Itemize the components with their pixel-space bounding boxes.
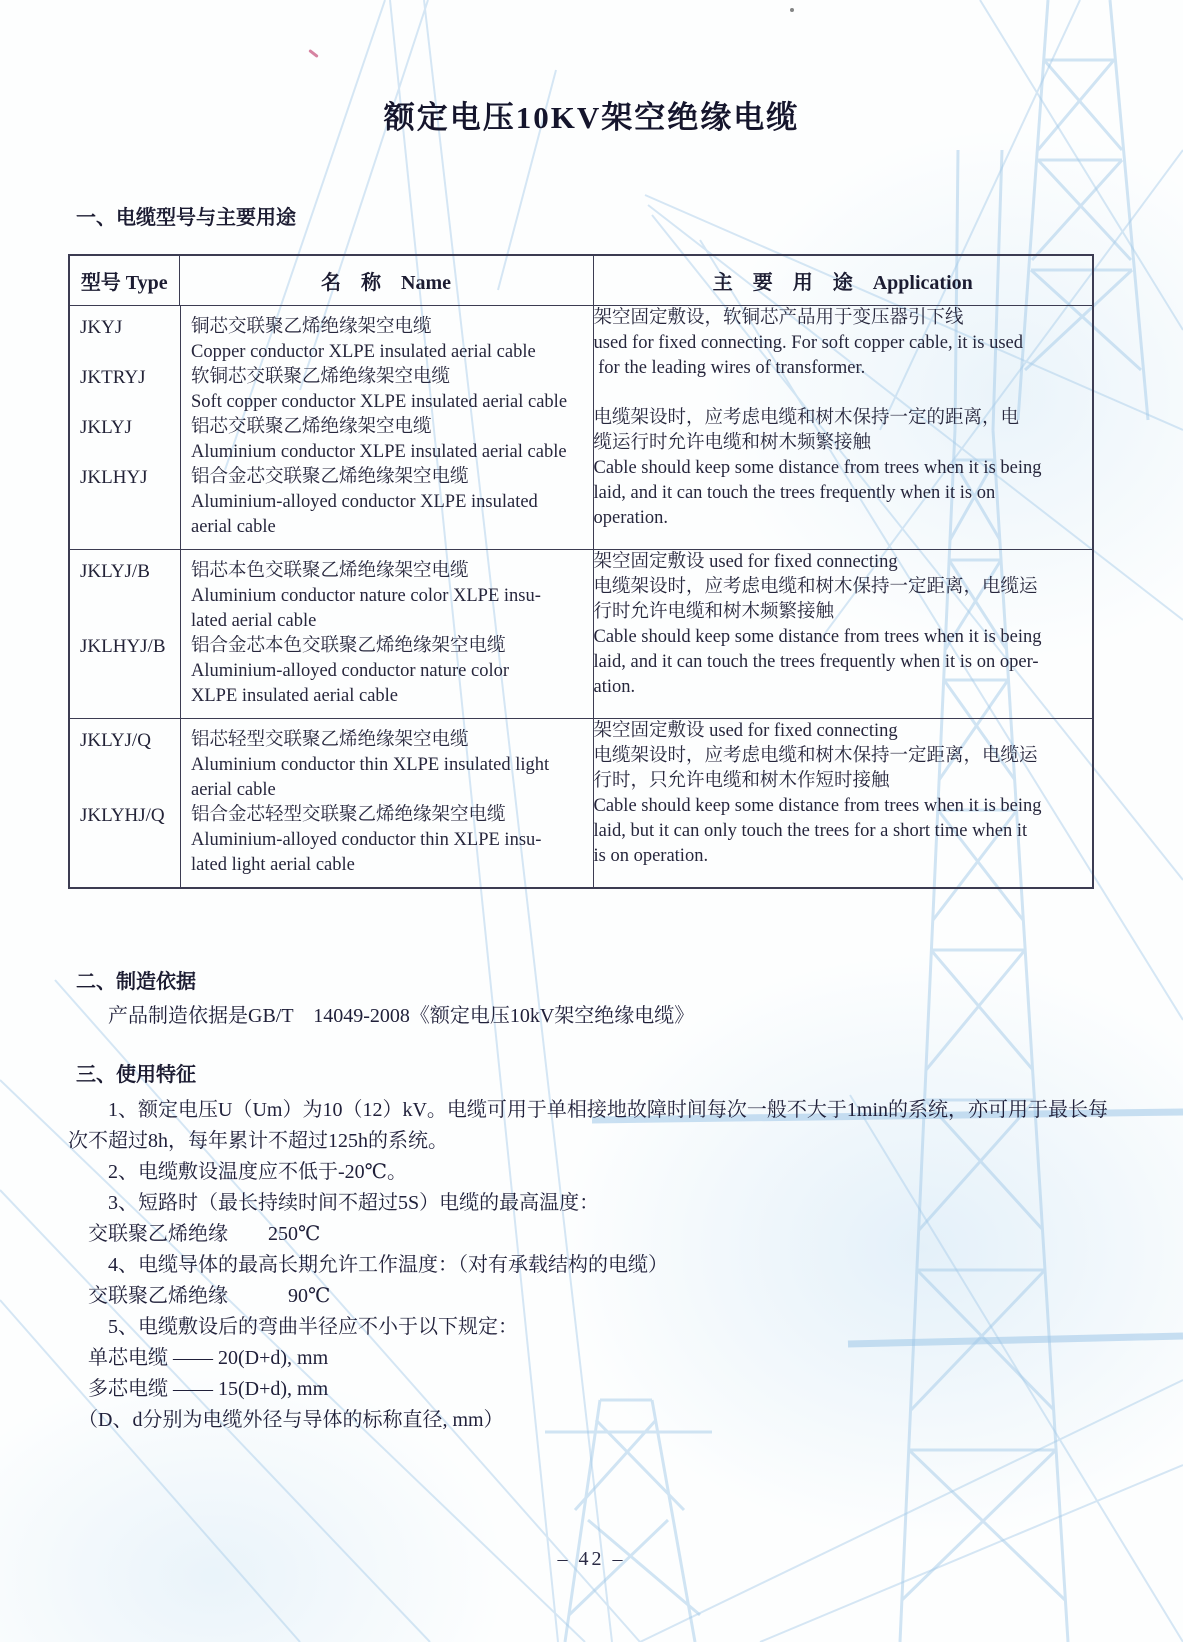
cable-name-line: 铝芯轻型交联聚乙烯绝缘架空电缆	[191, 730, 469, 750]
table-row	[69, 306, 1093, 550]
cable-name-line: XLPE insulated aerial cable	[191, 686, 399, 706]
cable-entry	[70, 365, 593, 415]
application-line: 架空固定敷设 used for fixed connecting	[593, 552, 898, 572]
cable-name-line: 铝合金芯本色交联聚乙烯绝缘架空电缆	[191, 636, 506, 656]
usage-feature-list	[68, 1095, 1110, 1436]
cable-type-table	[68, 254, 1094, 889]
application-line: 架空固定敷设 used for fixed connecting	[593, 721, 898, 741]
cable-name-line: 铝芯交联聚乙烯绝缘架空电缆	[191, 417, 432, 437]
application-line: for the leading wires of transformer.	[593, 358, 866, 378]
cable-name-line: Copper conductor XLPE insulated aerial cable	[191, 342, 536, 362]
page-number: – 42 –	[557, 1548, 626, 1570]
cable-entry	[70, 634, 593, 709]
cable-name-line: aerial cable	[191, 517, 276, 537]
usage-feature-item: （D、d分别为电缆外径与导体的标称直径, mm）	[68, 1409, 504, 1431]
table-header-row	[69, 255, 1093, 306]
usage-feature-item: 交联聚乙烯绝缘 90℃	[68, 1285, 331, 1307]
application-line: 电缆架设时，应考虑电缆和树木保持一定的距离，电	[593, 408, 1020, 428]
application-line	[594, 381, 1093, 406]
usage-feature-item: 多芯电缆 —— 15(D+d), mm	[68, 1378, 329, 1400]
type-name-cell	[69, 550, 593, 719]
section2-heading: 二、制造依据	[76, 971, 196, 993]
cable-name-line: 铝芯本色交联聚乙烯绝缘架空电缆	[191, 561, 469, 581]
usage-feature-item: 3、短路时（最长持续时间不超过5S）电缆的最高温度：	[68, 1192, 600, 1214]
section3-heading: 三、使用特征	[76, 1064, 196, 1086]
cable-type-code: JKLYJ	[80, 417, 132, 438]
cable-type-code: JKYJ	[80, 317, 123, 338]
cable-entry	[70, 415, 593, 465]
application-line: Cable should keep some distance from trees when it is being	[593, 627, 1042, 647]
application-line: 行时，只允许电缆和树木作短时接触	[593, 771, 890, 791]
cable-entry	[70, 728, 593, 803]
cable-name-line: Aluminium-alloyed conductor thin XLPE insu-	[191, 830, 542, 850]
usage-feature-item: 4、电缆导体的最高长期允许工作温度：（对有承载结构的电缆）	[68, 1254, 668, 1276]
type-name-cell	[69, 719, 593, 889]
application-line: Cable should keep some distance from trees when it is being	[593, 796, 1042, 816]
cable-name-line: Aluminium conductor XLPE insulated aerial cable	[191, 442, 567, 462]
application-line: ation.	[593, 677, 636, 697]
application-line: used for fixed connecting. For soft copper cable, it is used	[593, 333, 1023, 353]
table-row	[69, 550, 1093, 719]
type-name-cell	[69, 306, 593, 550]
application-cell	[593, 306, 1093, 550]
application-line: operation.	[593, 508, 668, 528]
application-line: laid, and it can touch the trees frequently when it is on oper-	[593, 652, 1039, 672]
cable-name-line: Aluminium-alloyed conductor nature color	[191, 661, 510, 681]
cable-name-line: aerial cable	[191, 780, 276, 800]
col-header-application: 主 要 用 途 Application	[593, 255, 1093, 306]
application-line: 行时允许电缆和树木频繁接触	[593, 602, 835, 622]
application-line: 架空固定敷设，软铜芯产品用于变压器引下线	[593, 308, 964, 328]
cable-type-code: JKLHYJ	[80, 467, 148, 488]
cable-type-code: JKLYJ/B	[80, 561, 150, 582]
cable-name-line: Aluminium conductor nature color XLPE insu-	[191, 586, 541, 606]
application-line: laid, but it can only touch the trees for a short time when it	[593, 821, 1028, 841]
page-title: 额定电压10KV架空绝缘电缆	[383, 100, 800, 135]
cable-name-line: 铝合金芯交联聚乙烯绝缘架空电缆	[191, 467, 469, 487]
col-header-name: 名 称 Name	[179, 255, 593, 306]
col-header-type: 型号 Type	[69, 255, 179, 306]
cable-entry	[70, 803, 593, 878]
usage-feature-item: 2、电缆敷设温度应不低于-20℃。	[68, 1161, 408, 1183]
cable-name-line: Soft copper conductor XLPE insulated aerial cable	[191, 392, 568, 412]
cable-name-line: Aluminium-alloyed conductor XLPE insulated	[191, 492, 538, 512]
application-line: 电缆架设时，应考虑电缆和树木保持一定距离，电缆运	[593, 746, 1038, 766]
application-line: is on operation.	[593, 846, 709, 866]
cable-type-code: JKLHYJ/B	[80, 636, 166, 657]
table-row	[69, 719, 1093, 889]
application-line: laid, and it can touch the trees frequently when it is on	[593, 483, 996, 503]
cable-entry	[70, 465, 593, 540]
cable-name-line: lated light aerial cable	[191, 855, 355, 875]
application-line: 缆运行时允许电缆和树木频繁接触	[593, 433, 872, 453]
application-line: 电缆架设时，应考虑电缆和树木保持一定距离，电缆运	[593, 577, 1038, 597]
cable-name-line: 铝合金芯轻型交联聚乙烯绝缘架空电缆	[191, 805, 506, 825]
section1-heading: 一、电缆型号与主要用途	[76, 207, 296, 229]
usage-feature-item: 单芯电缆 —— 20(D+d), mm	[68, 1347, 329, 1369]
cable-name-line: 铜芯交联聚乙烯绝缘架空电缆	[191, 317, 432, 337]
usage-feature-item: 5、电缆敷设后的弯曲半径应不小于以下规定：	[68, 1316, 518, 1338]
usage-feature-item: 1、额定电压U（Um）为10（12）kV。电缆可用于单相接地故障时间每次一般不大于1min的系统，亦可用于最长每次不超过8h，每年累计不超过125h的系统。	[68, 1099, 1108, 1152]
cable-name-line: 软铜芯交联聚乙烯绝缘架空电缆	[191, 367, 451, 387]
cable-entry	[70, 559, 593, 634]
scan-speck-dark	[790, 8, 794, 12]
cable-type-code: JKLYHJ/Q	[80, 805, 165, 826]
application-cell	[593, 550, 1093, 719]
cable-type-code: JKLYJ/Q	[80, 730, 151, 751]
section2-body: 产品制造依据是GB/T 14049-2008《额定电压10kV架空绝缘电缆》	[68, 1005, 695, 1027]
usage-feature-item: 交联聚乙烯绝缘 250℃	[68, 1223, 321, 1245]
cable-type-code: JKTRYJ	[80, 367, 146, 388]
cable-entry	[70, 315, 593, 365]
application-line: Cable should keep some distance from trees when it is being	[593, 458, 1042, 478]
application-cell	[593, 719, 1093, 889]
cable-name-line: lated aerial cable	[191, 611, 317, 631]
cable-name-line: Aluminium conductor thin XLPE insulated light	[191, 755, 550, 775]
